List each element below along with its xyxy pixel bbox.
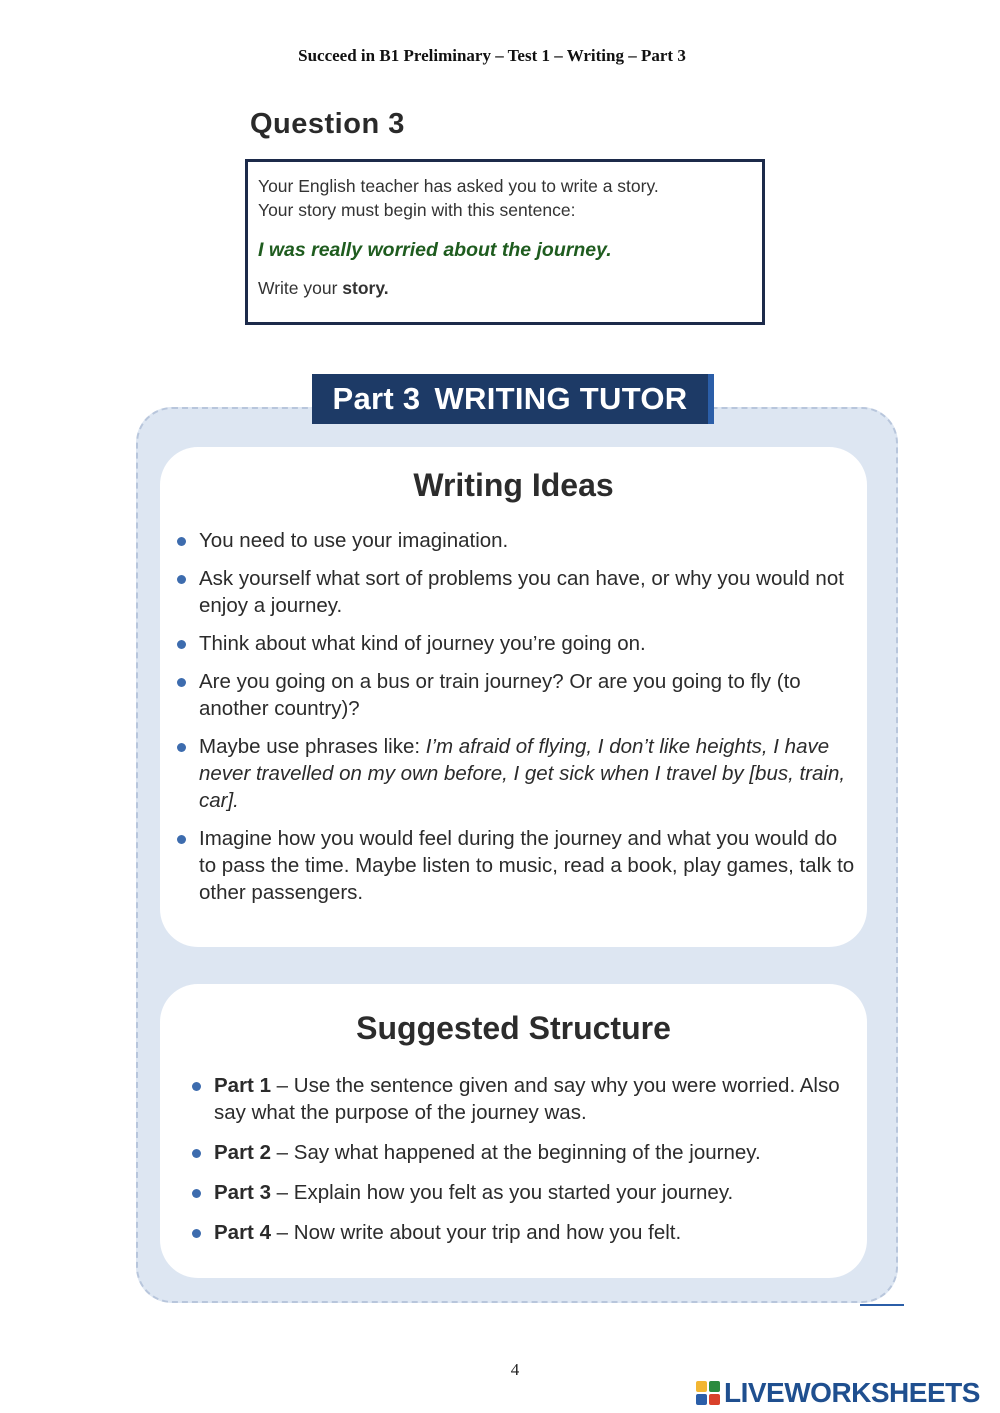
- bullet-icon: [177, 835, 186, 844]
- bullet-icon: [177, 575, 186, 584]
- structure-list: [190, 1072, 840, 1259]
- list-item: [190, 1219, 840, 1246]
- decorative-divider: [860, 1304, 904, 1306]
- idea-text: You need to use your imagination.: [199, 529, 509, 552]
- suggested-structure-card: [160, 984, 867, 1278]
- task-line-2: Your story must begin with this sentence:: [258, 200, 576, 220]
- idea-text-prefix: Maybe use phrases like:: [199, 735, 426, 758]
- brand-text: LIVEWORKSHEETS: [724, 1377, 980, 1408]
- structure-part-label: Part 4: [214, 1221, 271, 1244]
- bullet-icon: [192, 1229, 201, 1238]
- writing-ideas-card: [160, 447, 867, 947]
- task-instruction-prefix: Write your: [258, 278, 343, 298]
- task-line-1: Your English teacher has asked you to write a story.: [258, 176, 659, 196]
- bullet-icon: [192, 1149, 201, 1158]
- list-item: [175, 825, 855, 906]
- list-item: [175, 733, 855, 814]
- writing-ideas-list: [175, 527, 855, 917]
- idea-text: Are you going on a bus or train journey? Or are you going to fly (to another country)?: [199, 670, 801, 720]
- bullet-icon: [177, 537, 186, 546]
- banner-part-label: Part 3: [332, 381, 421, 416]
- list-item: [190, 1139, 840, 1166]
- list-item: [190, 1179, 840, 1206]
- task-box: [245, 159, 765, 325]
- task-instruction-bold: story.: [342, 278, 389, 298]
- page-number: 4: [510, 1360, 520, 1379]
- liveworksheets-logo-icon: [696, 1381, 720, 1405]
- question-heading: Question 3: [250, 108, 405, 140]
- writing-tutor-banner: [312, 374, 714, 424]
- list-item: [175, 565, 855, 619]
- writing-ideas-heading: Writing Ideas: [413, 467, 614, 503]
- bullet-icon: [177, 678, 186, 687]
- liveworksheets-brand[interactable]: [696, 1378, 980, 1408]
- page-header-title: Succeed in B1 Preliminary – Test 1 – Writing – Part 3: [298, 46, 686, 65]
- idea-text: Think about what kind of journey you’re going on.: [199, 632, 646, 655]
- bullet-icon: [177, 640, 186, 649]
- structure-part-label: Part 2: [214, 1141, 271, 1164]
- banner-title: WRITING TUTOR: [434, 381, 688, 416]
- story-prompt-sentence: I was really worried about the journey.: [258, 239, 612, 261]
- idea-text: Ask yourself what sort of problems you can have, or why you would not enjoy a journey.: [199, 567, 844, 617]
- idea-text-italic-phrases: I’m afraid of flying, I don’t like heights, I have never travelled on my own before, I get sick when I travel by [bus, train, car].: [199, 735, 846, 812]
- list-item: [175, 668, 855, 722]
- structure-part-text: – Now write about your trip and how you felt.: [270, 1221, 682, 1244]
- structure-part-text: – Say what happened at the beginning of the journey.: [270, 1141, 761, 1164]
- task-instruction: [258, 276, 762, 300]
- bullet-icon: [192, 1082, 201, 1091]
- structure-part-text: – Explain how you felt as you started your journey.: [270, 1181, 734, 1204]
- structure-part-text: – Use the sentence given and say why you were worried. Also say what the purpose of the journey was.: [214, 1074, 840, 1124]
- bullet-icon: [177, 743, 186, 752]
- list-item: [175, 630, 855, 657]
- list-item: [175, 527, 855, 554]
- bullet-icon: [192, 1189, 201, 1198]
- idea-text: Imagine how you would feel during the journey and what you would do to pass the time. Maybe listen to music, read a book, play games, talk to other passengers.: [199, 827, 855, 904]
- structure-part-label: Part 1: [214, 1074, 271, 1097]
- suggested-structure-heading: Suggested Structure: [356, 1010, 671, 1046]
- structure-part-label: Part 3: [214, 1181, 271, 1204]
- list-item: [190, 1072, 840, 1126]
